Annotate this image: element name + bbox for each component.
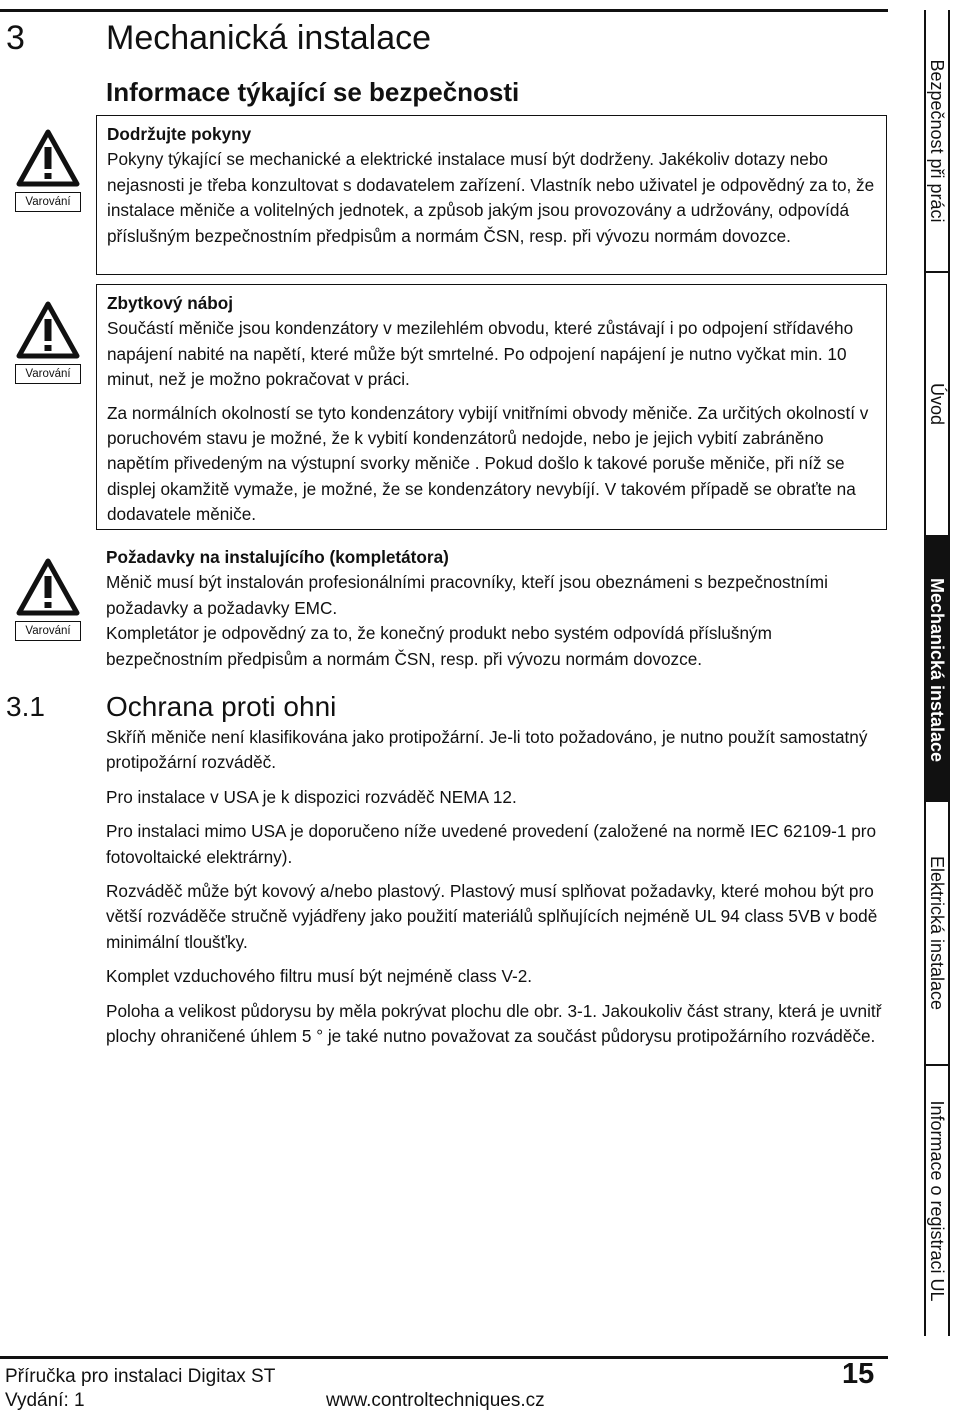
subsection-title: Ochrana proti ohni xyxy=(106,691,337,722)
warning-icon-1 xyxy=(14,128,82,212)
body-paragraph: Rozváděč může být kovový a/nebo plastový. Plastový musí splňovat požadavky, které mohou být pro větší rozváděče stručně vyjádřeny jako použití materiálů splňujících nejméně UL 94 class 5VB v bodě minimální tloušťky. xyxy=(106,881,878,952)
warning-paragraph: Kompletátor je odpovědný za to, že konečný produkt nebo systém odpovídá příslušným bezpečnostním předpisům a normám ČSN, resp. při vývozu normám dovozce. xyxy=(106,623,772,669)
warning-icon-2 xyxy=(14,300,82,384)
warning-label: Varování xyxy=(15,192,81,212)
warning-icon-3 xyxy=(14,557,82,641)
warning-heading: Požadavky na instalujícího (kompletátora) xyxy=(106,547,449,567)
tab-label: Informace o registraci UL xyxy=(927,1100,947,1302)
subsection-body xyxy=(106,725,891,1058)
body-paragraph: Komplet vzduchového filtru musí být nejméně class V-2. xyxy=(106,966,533,987)
footer-manual-title: Příručka pro instalaci Digitax ST xyxy=(5,1366,276,1387)
body-paragraph: Poloha a velikost půdorysu by měla pokrývat plochu dle obr. 3-1. Jakoukoliv část strany, která je uvnitř plochy ohraničené úhlem 5 ° je také nutno považovat za součást půdorysu protipožárního rozváděče. xyxy=(106,1000,882,1047)
bottom-rule xyxy=(0,1356,888,1359)
warning-label: Varování xyxy=(15,621,81,641)
warning-paragraph: Pokyny týkající se mechanické a elektrické instalace musí být dodrženy. Jakékoliv dotazy nebo nejasnosti je třeba konzultovat s dodavatelem zařízení. Vlastník nebo uživatel je odpovědný za to, že instalace měniče a volitelných jednotek, a způsob jakým jsou provozovány a udržovány, odpovídá příslušným bezpečnostním předpisům a normám ČSN, resp. při vývozu normám dovozce. xyxy=(107,149,875,246)
warning-box-safety-instructions xyxy=(96,115,887,275)
top-rule xyxy=(0,9,888,12)
warning-installer-requirements xyxy=(96,545,887,672)
body-paragraph: Pro instalaci mimo USA je doporučeno níže uvedené provedení (založené na normě IEC 62109-1 pro fotovoltaické elektrárny). xyxy=(106,821,877,867)
warning-triangle-icon xyxy=(16,557,80,617)
warning-triangle-icon xyxy=(16,128,80,188)
tab-label: Úvod xyxy=(927,382,947,426)
chapter-title: Mechanická instalace xyxy=(106,19,432,57)
tab-label: Bezpečnost při práci xyxy=(927,59,947,223)
warning-paragraph: Za normálních okolností se tyto kondenzátory vybijí vnitřními obvody měniče. Za určitých okolností v poruchovém stavu je možné, že k vybití kondenzátorů nedojde, nebo je jejich vybití zabráněno napětím přivedeným na výstupní svorky měniče . Pokud došlo k takové poruše měniče, při níž se displej okamžitě vymaže, je možné, že se kondenzátory nevybíjí. V takovém případě se obraťte na dodavatele měniče. xyxy=(107,402,869,525)
sidebar-frame xyxy=(924,10,950,1336)
tab-label: Mechanická instalace xyxy=(927,577,947,762)
footer-url[interactable]: www.controltechniques.cz xyxy=(326,1390,545,1411)
warning-triangle-icon xyxy=(16,300,80,360)
warning-heading: Zbytkový náboj xyxy=(107,293,234,313)
warning-box-residual-charge xyxy=(96,284,887,530)
warning-heading: Dodržujte pokyny xyxy=(107,124,252,144)
body-paragraph: Skříň měniče není klasifikována jako protipožární. Je-li toto požadováno, je nutno použít samostatný protipožární rozváděč. xyxy=(106,727,868,773)
chapter-number: 3 xyxy=(6,19,25,57)
tab-label: Elektrická instalace xyxy=(927,855,947,1011)
warning-paragraph: Součástí měniče jsou kondenzátory v mezilehlém obvodu, které zůstávají i po odpojení střídavého napájení nabité na napětí, které může být smrtelné. Po odpojení napájení je nutno vyčkat min. 10 minut, než je možno pokračovat v práci. xyxy=(107,318,854,390)
warning-paragraph: Měnič musí být instalován profesionálními pracovníky, kteří jsou obeznámeni s bezpečnostními požadavky a požadavky EMC. xyxy=(106,572,828,618)
footer-edition: Vydání: 1 xyxy=(5,1390,85,1411)
section-title: Informace týkající se bezpečnosti xyxy=(106,77,520,107)
page-number: 15 xyxy=(842,1358,875,1390)
body-paragraph: Pro instalace v USA je k dispozici rozváděč NEMA 12. xyxy=(106,786,517,807)
subsection-number: 3.1 xyxy=(6,691,45,722)
chapter-tab-sidebar xyxy=(924,10,950,1336)
warning-label: Varování xyxy=(15,364,81,384)
